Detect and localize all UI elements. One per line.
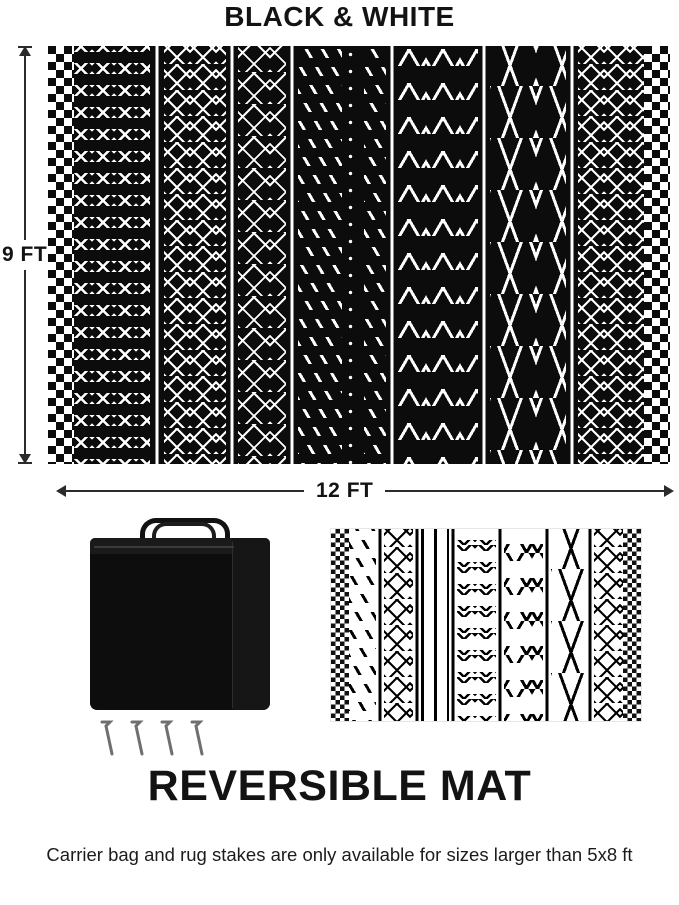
pattern-band <box>586 529 594 721</box>
bag-zipper <box>94 546 234 548</box>
carrier-bag <box>82 512 282 717</box>
disclaimer-text: Carrier bag and rug stakes are only available for sizes larger than 5x8 ft <box>46 844 633 865</box>
rug-reverse-white-side <box>330 528 642 722</box>
width-arrow-left-icon <box>56 485 66 497</box>
pattern-band <box>398 46 478 464</box>
pattern-band <box>490 46 566 464</box>
page-title: BLACK & WHITE <box>224 1 455 32</box>
pattern-band <box>349 529 376 721</box>
pattern-band <box>457 529 496 721</box>
pattern-band <box>421 529 448 721</box>
pattern-band <box>164 46 226 464</box>
pattern-band <box>48 46 74 464</box>
pattern-band <box>364 46 386 464</box>
width-arrow-right-icon <box>664 485 674 497</box>
pattern-band <box>226 46 238 464</box>
bag-seam <box>232 542 233 708</box>
pattern-band <box>504 529 543 721</box>
pattern-band <box>594 529 623 721</box>
pattern-band <box>342 46 364 464</box>
bag-side-panel <box>232 538 270 710</box>
height-arrow-down-icon <box>19 454 31 464</box>
pattern-band <box>150 46 164 464</box>
pattern-band <box>566 46 578 464</box>
pattern-band <box>386 46 398 464</box>
pattern-band <box>376 529 384 721</box>
pattern-band <box>298 46 342 464</box>
pattern-band <box>74 46 150 464</box>
pattern-band <box>623 529 641 721</box>
pattern-band <box>644 46 670 464</box>
pattern-band <box>578 46 644 464</box>
width-dimension-label: 12 FT <box>304 477 385 505</box>
pattern-band <box>478 46 490 464</box>
rug-stakes <box>96 718 236 758</box>
pattern-band <box>543 529 551 721</box>
rug-front-black-side <box>48 46 670 464</box>
pattern-band <box>413 529 421 721</box>
pattern-band <box>331 529 349 721</box>
pattern-band <box>449 529 457 721</box>
height-arrow-up-icon <box>19 46 31 56</box>
pattern-band <box>384 529 413 721</box>
pattern-band <box>551 529 586 721</box>
pattern-band <box>286 46 298 464</box>
height-dimension-label: 9 FT <box>0 240 49 270</box>
stakes-icon <box>96 718 236 758</box>
pattern-band <box>496 529 504 721</box>
pattern-band <box>238 46 286 464</box>
headline: REVERSIBLE MAT <box>147 762 532 810</box>
